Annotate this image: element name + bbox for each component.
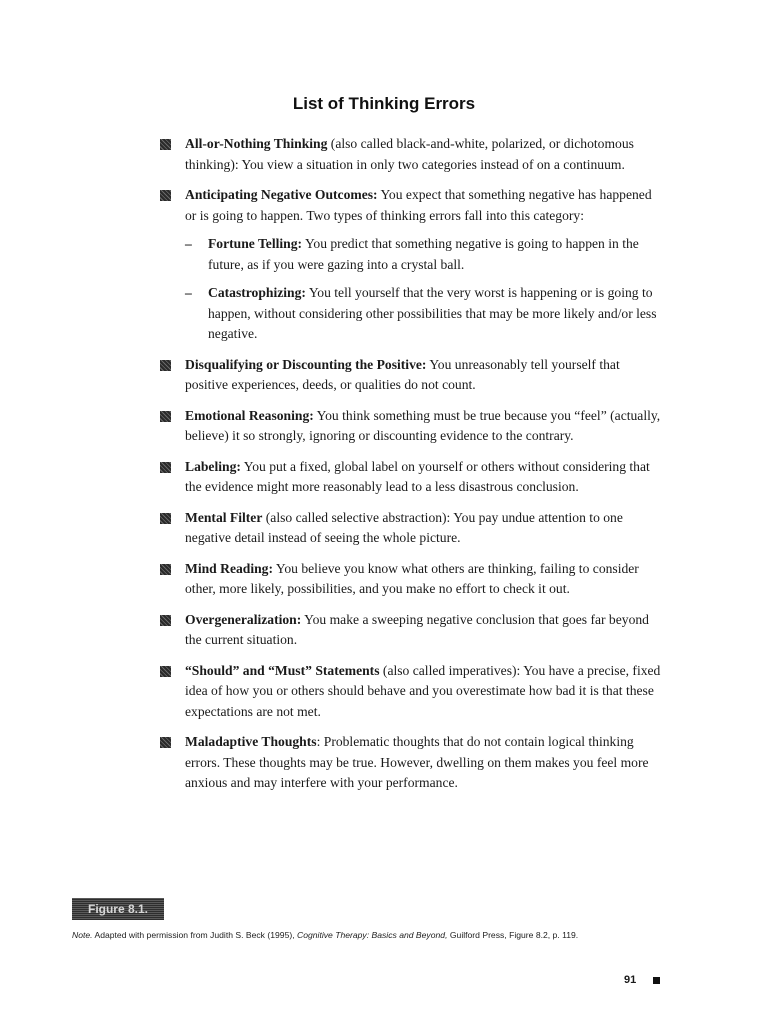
square-bullet-icon [160, 190, 171, 201]
list-item [160, 732, 665, 794]
item-term: Labeling: [185, 458, 241, 474]
subitem-term: Catastrophizing: [208, 285, 306, 300]
square-bullet-icon [160, 411, 171, 422]
square-bullet-icon [160, 462, 171, 473]
item-term: Overgeneralization: [185, 611, 302, 627]
subitem-term: Fortune Telling: [208, 236, 303, 251]
sub-list-item [185, 283, 665, 345]
item-term: “Should” and “Must” Statements [185, 662, 380, 678]
item-text: You put a fixed, global label on yourself or others without considering that the evidence might more reasonably lead to a less disastrous conclusion. [185, 458, 650, 494]
thinking-errors-list [160, 134, 665, 804]
square-bullet-icon [160, 666, 171, 677]
list-item [160, 355, 665, 396]
item-term: Anticipating Negative Outcomes: [185, 187, 378, 202]
square-bullet-icon [160, 360, 171, 371]
square-bullet-icon [160, 737, 171, 748]
item-text: You expect that something negative has happened or is going to happen. Two types of thinking errors fall into this category: [185, 187, 652, 223]
item-text: (also called selective abstraction): You pay undue attention to one negative detail instead of seeing the whole picture. [185, 509, 623, 545]
sub-list [185, 234, 665, 345]
list-item [160, 185, 665, 345]
list-item [160, 559, 665, 600]
item-text: (also called black-and-white, polarized, or dichotomous thinking): You view a situation in only two categories instead of on a continuum. [185, 136, 634, 172]
note-prefix: Adapted with permission from Judith S. Beck (1995), [92, 930, 297, 940]
page-title: List of Thinking Errors [292, 94, 476, 113]
note-label: Note. [72, 930, 93, 940]
page-number: 91 [624, 974, 637, 986]
list-item [160, 610, 665, 651]
item-term: Maladaptive Thoughts [185, 734, 317, 749]
item-term: Mental Filter [185, 509, 263, 525]
item-text: You believe you know what others are thinking, failing to consider other, more likely, possibilities, and you make no effort to check it out. [185, 560, 639, 596]
square-bullet-icon [160, 139, 171, 150]
square-bullet-icon [160, 564, 171, 575]
subitem-text: You tell yourself that the very worst is happening or is going to happen, without considering other possibilities that may be more likely and/or less negative. [208, 285, 657, 341]
list-item [160, 406, 665, 447]
item-term: All-or-Nothing Thinking [185, 136, 328, 151]
item-text: You unreasonably tell yourself that positive experiences, deeds, or qualities do not count. [185, 356, 620, 392]
note-suffix: Guilford Press, Figure 8.2, p. 119. [447, 930, 579, 940]
item-text: You make a sweeping negative conclusion that goes far beyond the current situation. [185, 611, 649, 647]
item-term: Emotional Reasoning: [185, 407, 314, 423]
list-item [160, 661, 665, 723]
list-item [160, 508, 665, 549]
item-term: Mind Reading: [185, 560, 273, 576]
list-item [160, 134, 665, 175]
figure-label: Figure 8.1. [72, 898, 164, 920]
item-term: Disqualifying or Discounting the Positive: [185, 356, 427, 372]
item-text: (also called imperatives): You have a precise, fixed idea of how you or others should behave and you overestimate how bad it is that these expectations are not met. [185, 662, 661, 719]
square-bullet-icon [160, 615, 171, 626]
dash-bullet: – [185, 236, 192, 251]
list-item [160, 457, 665, 498]
square-bullet-icon [160, 513, 171, 524]
item-text: : Problematic thoughts that do not contain logical thinking errors. These thoughts may be true. However, dwelling on them makes you feel more anxious and may interfere with your performance. [185, 734, 649, 790]
item-text: You think something must be true because you “feel” (actually, believe) it so strongly, ignoring or discounting evidence to the contrary. [185, 407, 661, 443]
dash-bullet: – [185, 285, 192, 300]
note-book-title: Cognitive Therapy: Basics and Beyond, [296, 930, 448, 940]
sub-list-item [185, 234, 665, 275]
subitem-text: You predict that something negative is going to happen in the future, as if you were gazing into a crystal ball. [208, 236, 639, 272]
page-marker-icon [653, 977, 660, 984]
figure-note [72, 930, 692, 940]
